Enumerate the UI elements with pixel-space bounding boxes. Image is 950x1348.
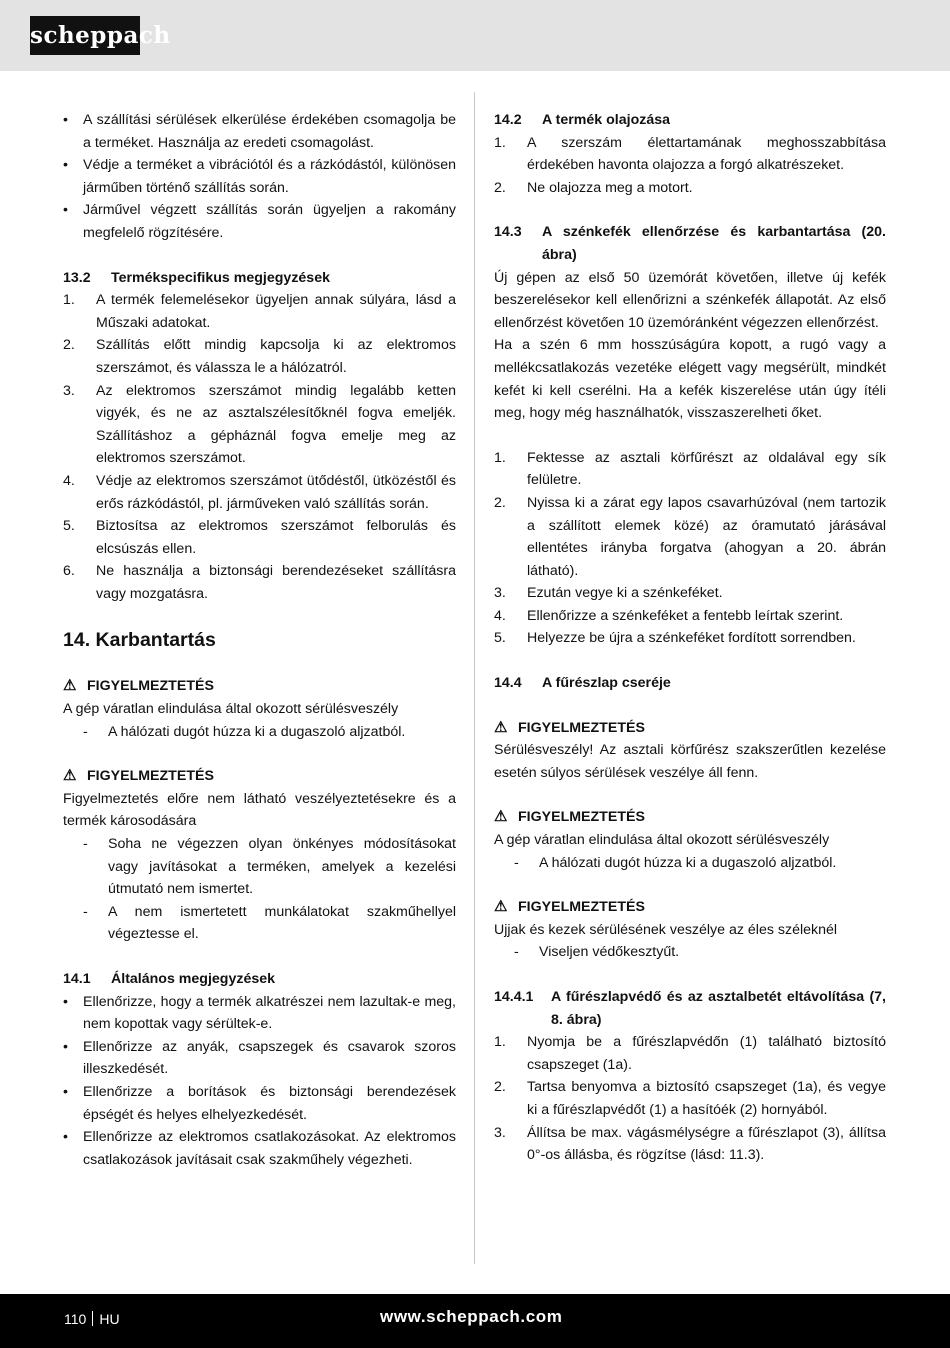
numbered-item: 1. A szerszám élettartamának meghosszabbítása érdekében havonta olajozza a forgó alkatrészeket. [494, 134, 886, 174]
dash-item: - A nem ismertetett munkálatokat szakműhellyel végeztesse el. [83, 903, 456, 943]
warning-heading: ⚠ FIGYELMEZTETÉS [494, 717, 886, 740]
numbered-item: 4. Védje az elektromos szerszámot ütődéstől, ütközéstől és erős rázkódástól, pl. járműveken való szállítás során. [63, 472, 456, 512]
left-column [63, 109, 456, 1171]
bullet-item: • Ellenőrizze az anyák, csapszegek és csavarok szoros illeszkedését. [63, 1038, 456, 1078]
bullet-item: • Ellenőrizze a borítások és biztonsági berendezések épségét és helyes elhelyezkedését. [63, 1083, 456, 1123]
numbered-item: 5. Biztosítsa az elektromos szerszámot felborulás és elcsúszás ellen. [63, 518, 456, 557]
warning-triangle-icon: ⚠ [63, 767, 77, 785]
section-heading-14-1: 14.1 Általános megjegyzések [63, 971, 276, 987]
chapter-heading-14: 14. Karbantartás [63, 629, 216, 652]
scheppach-logo: scheppach [30, 16, 140, 55]
bullet-item: • A szállítási sérülések elkerülése érdekében csomagolja be a terméket. Használja az eredeti csomagolást. [63, 112, 456, 151]
warning-text: A gép váratlan elindulása által okozott sérülésveszély [63, 701, 399, 718]
warning-heading: ⚠ FIGYELMEZTETÉS [494, 896, 886, 919]
warning-text: Ujjak és kezek sérülésének veszélye az éles széleknél [494, 921, 838, 938]
dash-item: - A hálózati dugót húzza ki a dugaszoló aljzatból. [83, 723, 406, 740]
warning-triangle-icon: ⚠ [63, 677, 77, 695]
numbered-item: 3. Állítsa be max. vágásmélységre a fűrészlapot (3), állítsa 0°-os állásba, és rögzítse (lásd: 11.3). [494, 1124, 886, 1164]
warning-heading: ⚠ FIGYELMEZTETÉS [63, 675, 456, 698]
bullet-item: • Járművel végzett szállítás során ügyeljen a rakomány megfelelő rögzítésére. [63, 202, 456, 241]
numbered-item: 1. Fektesse az asztali körfűrészt az oldalával egy sík felületre. [494, 449, 886, 489]
dash-item: - A hálózati dugót húzza ki a dugaszoló aljzatból. [514, 854, 837, 871]
warning-triangle-icon: ⚠ [494, 898, 508, 916]
numbered-item: 1. Nyomja be a fűrészlapvédőn (1) található biztosító csapszeget (1a). [494, 1034, 886, 1073]
warning-triangle-icon: ⚠ [494, 808, 508, 826]
paragraph: Új gépen az első 50 üzemórát követően, illetve új kefék beszerelésekor kell ellenőrizni a szénkefék állapotát. Az első ellenőrzést követően 10 üzemóránként végezzen ellenőrzést. [494, 269, 886, 331]
numbered-item: 2. Tartsa benyomva a biztosító csapszeget (1a), és vegye ki a fűrészlapvédőt (1) a hasítóék (2) hornyából. [494, 1079, 886, 1118]
section-heading-14-4-1: 14.4.1 A fűrészlapvédő és az asztalbetét eltávolítása (7, 8. ábra) [494, 989, 886, 1028]
warning-heading: ⚠ FIGYELMEZTETÉS [63, 765, 456, 788]
language-code: HU [99, 1311, 120, 1327]
numbered-item: 6. Ne használja a biztonsági berendezéseket szállításra vagy mozgatásra. [63, 563, 456, 602]
numbered-item: 3. Az elektromos szerszámot mindig legalább ketten vigyék, és ne az asztalszélesítőknél fogva emeljék. Szállításhoz a gépháznál fogva emelje meg az elektromos szerszámot. [63, 382, 456, 467]
numbered-item: 2. Nyissa ki a zárat egy lapos csavarhúzóval (nem tartozik a szállított elemek közé) az óramutató járásával ellentétes irányba forgatva (ahogyan a 20. ábrán látható). [494, 494, 886, 579]
section-heading-13-2: 13.2 Termékspecifikus megjegyzések [63, 269, 330, 286]
warning-text: Sérülésveszély! Az asztali körfűrész szakszerűtlen kezelése esetén súlyos sérülések veszélye áll fenn. [494, 742, 886, 781]
website-link[interactable]: www.scheppach.com [380, 1307, 563, 1326]
warning-text: A gép váratlan elindulása által okozott sérülésveszély [494, 832, 830, 849]
warning-text: Figyelmeztetés előre nem látható veszélyeztetésekre és a termék károsodására [63, 790, 456, 830]
warning-triangle-icon: ⚠ [494, 718, 508, 736]
warning-heading: ⚠ FIGYELMEZTETÉS [494, 806, 886, 829]
dash-item: - Viseljen védőkesztyűt. [514, 944, 680, 961]
dash-item: - Soha ne végezzen olyan önkényes módosításokat vagy javításokat a terméken, amelyek a kezelési útmutató nem ismertet. [83, 836, 456, 898]
numbered-item: 2. Szállítás előtt mindig kapcsolja ki az elektromos szerszámot, és válassza le a hálózatról. [63, 337, 456, 376]
column-divider [474, 92, 475, 1264]
page-footer [0, 1294, 950, 1348]
section-heading-14-3: 14.3 A szénkefék ellenőrzése és karbantartása (20. ábra) [494, 224, 886, 263]
bullet-item: • Védje a terméket a vibrációtól és a rázkódástól, különösen járműben történő szállítás során. [63, 157, 456, 196]
bullet-item: • Ellenőrizze az elektromos csatlakozásokat. Az elektromos csatlakozások javításait csak szakműhely végezheti. [63, 1129, 456, 1168]
section-heading-14-2: 14.2 A termék olajozása [494, 112, 671, 128]
numbered-item: 2. Ne olajozza meg a motort. [494, 179, 693, 196]
numbered-item: 5. Helyezze be újra a szénkeféket fordított sorrendben. [494, 630, 856, 647]
numbered-item: 3. Ezután vegye ki a szénkeféket. [494, 585, 723, 602]
numbered-item: 4. Ellenőrizze a szénkeféket a fentebb leírtak szerint. [494, 607, 844, 624]
page-number: 110 HU [64, 1311, 120, 1327]
page-header [0, 0, 950, 71]
section-heading-14-4: 14.4 A fűrészlap cseréje [494, 675, 671, 692]
right-column [494, 109, 886, 1167]
paragraph: Ha a szén 6 mm hosszúságúra kopott, a rugó vagy a mellékcsatlakozás vezetéke elégett vagy megsérült, mindkét kefét ki kell cserélni. Ha a kefék kiszerelése után úgy ítéli meg, hogy még használhatók, visszaszerelheti őket. [494, 337, 886, 422]
numbered-item: 1. A termék felemelésekor ügyeljen annak súlyára, lásd a Műszaki adatokat. [63, 292, 456, 331]
bullet-item: • Ellenőrizze, hogy a termék alkatrészei nem lazultak-e meg, nem kopottak vagy sérültek-e. [63, 993, 456, 1033]
